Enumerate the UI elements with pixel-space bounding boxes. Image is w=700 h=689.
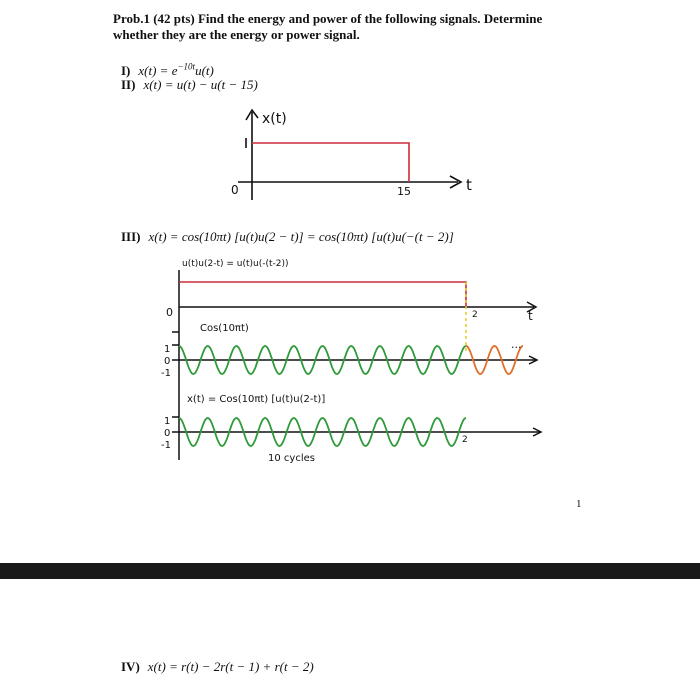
part-2-number: II) — [121, 77, 136, 92]
sketch1-pulse — [252, 143, 409, 182]
part-1-expr: x(t) = e — [138, 63, 178, 79]
x-formula: x(t) = Cos(10πt) [u(t)u(2-t)] — [187, 394, 326, 405]
x-two: 2 — [462, 435, 468, 445]
page-divider — [0, 563, 700, 579]
sketch1-ylabel: x(t) — [262, 111, 287, 127]
cycles-note: 10 cycles — [268, 453, 315, 464]
title-line-1: Prob.1 (42 pts) Find the energy and power of the following signals. Determine — [113, 11, 543, 26]
sketch2-two: 2 — [472, 310, 478, 320]
cos-label: Cos(10πt) — [200, 323, 249, 334]
worksheet-page-2 — [0, 579, 700, 689]
page-number: 1 — [576, 498, 582, 510]
x-minus-one: -1 — [161, 440, 171, 451]
part-4 — [121, 659, 314, 674]
part-1-expr-tail: u(t) — [195, 63, 214, 79]
part-3-expr: x(t) = cos(10πt) [u(t)u(2 − t)] = cos(10πt) [u(t)u(−(t − 2)] — [148, 229, 454, 244]
part-1-number: I) — [121, 63, 131, 79]
part-4-expr: x(t) = r(t) − 2r(t − 1) + r(t − 2) — [147, 659, 314, 674]
sketch2-header: u(t)u(2-t) = u(t)u(-(t-2)) — [182, 259, 289, 269]
x-one: 1 — [164, 416, 171, 427]
part-1-exponent: −10t — [177, 62, 196, 72]
part-3 — [121, 229, 454, 244]
sketch2-zero: 0 — [166, 306, 173, 319]
cos-dots: ... — [511, 338, 522, 351]
sketch1-t-label: t — [466, 176, 472, 194]
sketch1-fifteen: 15 — [397, 185, 411, 198]
part-4-number: IV) — [121, 659, 140, 674]
cos-minus-one: -1 — [161, 368, 171, 379]
title-line-2: whether they are the energy or power signal. — [113, 27, 360, 42]
sketch2-t-label: t — [528, 309, 533, 323]
x-zero: 0 — [164, 428, 171, 439]
sketch1-zero: 0 — [231, 183, 239, 197]
part-2-expr: x(t) = u(t) − u(t − 15) — [143, 77, 258, 92]
sketch2-window — [179, 282, 466, 307]
cos-zero: 0 — [164, 356, 171, 367]
cos-one: 1 — [164, 344, 171, 355]
part-3-number: III) — [121, 229, 141, 244]
